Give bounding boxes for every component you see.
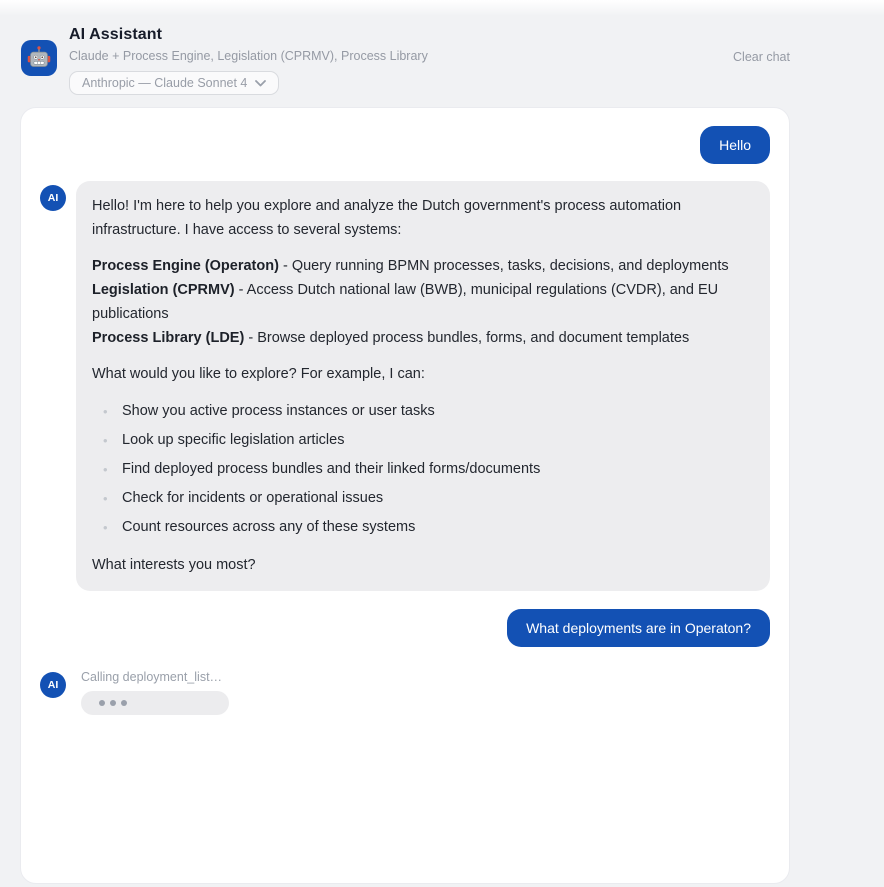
assistant-intro: Hello! I'm here to help you explore and analyze the Dutch government's process automation infrastructure. I have access to several systems: bbox=[92, 198, 682, 238]
capability-list bbox=[92, 400, 754, 539]
system-line bbox=[92, 254, 754, 278]
list-item: • Find deployed process bundles and their linked forms/documents bbox=[92, 458, 754, 481]
tool-call-status: Calling deployment_list… bbox=[81, 670, 223, 684]
list-item: • Count resources across any of these systems bbox=[92, 516, 754, 539]
model-selector-label: Anthropic — Claude Sonnet 4 bbox=[82, 76, 248, 90]
chat-panel bbox=[20, 107, 790, 884]
pending-column bbox=[81, 668, 229, 715]
assistant-closing: What interests you most? bbox=[92, 557, 256, 573]
user-message: Hello bbox=[700, 126, 770, 164]
system-name: Legislation (CPRMV) bbox=[92, 282, 235, 298]
user-message: What deployments are in Operaton? bbox=[507, 609, 770, 647]
list-item: • Show you active process instances or user tasks bbox=[92, 400, 754, 423]
chevron-down-icon bbox=[255, 80, 266, 87]
app-header bbox=[21, 24, 790, 95]
systems-list bbox=[92, 254, 754, 350]
system-name: Process Engine (Operaton) bbox=[92, 258, 279, 274]
system-line bbox=[92, 326, 754, 350]
assistant-message-bubble bbox=[76, 181, 770, 591]
assistant-question: What would you like to explore? For example, I can: bbox=[92, 366, 425, 382]
assistant-pending-row bbox=[40, 668, 770, 715]
system-line bbox=[92, 278, 754, 326]
page-subtitle: Claude + Process Engine, Legislation (CPRMV), Process Library bbox=[69, 49, 428, 63]
typing-dot bbox=[99, 700, 105, 706]
assistant-message-row bbox=[40, 181, 770, 591]
model-selector-dropdown[interactable] bbox=[69, 71, 279, 95]
assistant-avatar: AI bbox=[40, 672, 66, 698]
typing-dot bbox=[121, 700, 127, 706]
assistant-logo bbox=[21, 40, 57, 76]
system-name: Process Library (LDE) bbox=[92, 330, 245, 346]
page-title: AI Assistant bbox=[69, 26, 163, 43]
robot-icon bbox=[26, 45, 52, 71]
typing-indicator bbox=[81, 691, 229, 715]
system-desc: - Browse deployed process bundles, forms, and document templates bbox=[248, 330, 690, 346]
system-desc: - Access Dutch national law (BWB), municipal regulations (CVDR), and EU publications bbox=[92, 282, 719, 322]
header-text bbox=[69, 24, 733, 95]
assistant-avatar: AI bbox=[40, 185, 66, 211]
list-item: • Look up specific legislation articles bbox=[92, 429, 754, 452]
clear-chat-button[interactable]: Clear chat bbox=[733, 50, 790, 64]
typing-dot bbox=[110, 700, 116, 706]
list-item: • Check for incidents or operational issues bbox=[92, 487, 754, 510]
system-desc: - Query running BPMN processes, tasks, decisions, and deployments bbox=[282, 258, 729, 274]
